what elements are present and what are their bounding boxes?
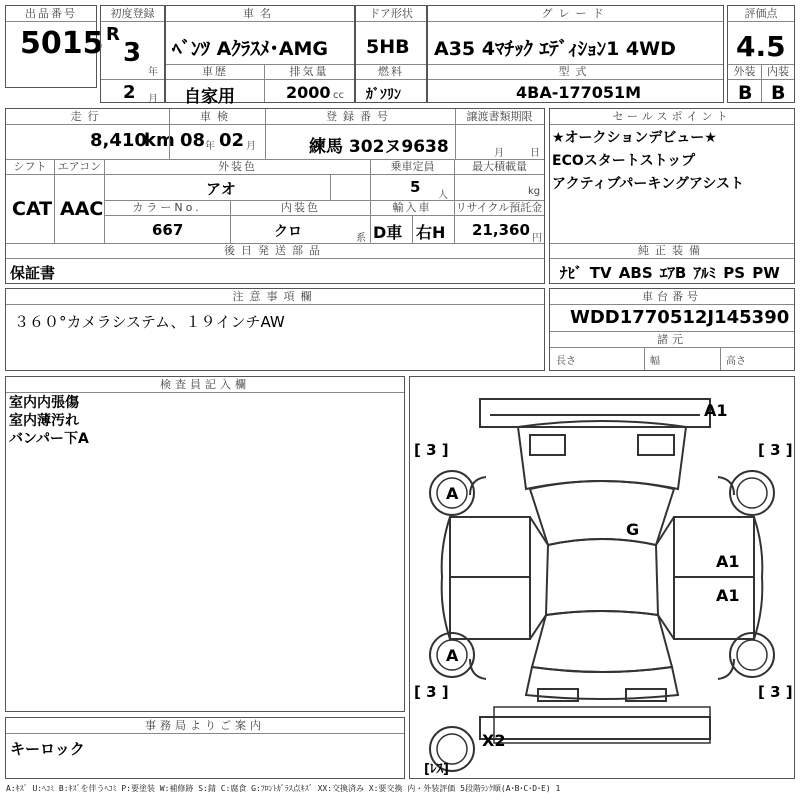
sales-point-line: ★オークションデビュー★ <box>552 130 717 146</box>
equipment-items: ﾅﾋﾞ TV ABS ｴｱB ｱﾙﾐ PS PW <box>560 264 780 282</box>
office-text: キーロック <box>10 740 85 758</box>
door-label: ドア形状 <box>356 6 426 22</box>
interior-color-unit: 系 <box>356 233 366 244</box>
load-label: 最大積載量 <box>454 159 544 175</box>
sales-point-label: セールスポイント <box>550 109 794 125</box>
reg-year: 3 <box>123 38 142 68</box>
model: 4BA-177051M <box>516 83 642 102</box>
year-unit: 年 <box>148 67 158 78</box>
ac: AAC <box>60 198 104 220</box>
first-registration-box <box>100 5 165 103</box>
lot-box <box>5 5 104 88</box>
height-label: 高さ <box>726 356 746 367</box>
int-label: 内装 <box>761 64 794 80</box>
recycle-label: リサイクル預託金 <box>455 201 543 214</box>
history: 自家用 <box>184 87 235 107</box>
car-outline-diagram <box>410 377 794 778</box>
score: 4.5 <box>736 30 786 63</box>
damage-marker-right-front-door: A1 <box>716 552 740 571</box>
caution-box <box>5 288 545 371</box>
damage-marker-front-left-wheel: A <box>446 484 459 503</box>
fuel-label: 燃料 <box>356 64 426 80</box>
damage-marker-front-bumper: A1 <box>704 401 728 420</box>
transfer-label: 譲渡書類期限 <box>455 109 544 125</box>
equipment-label: 純正装備 <box>550 243 794 259</box>
vehicle-detail-block <box>5 108 545 284</box>
lot-label: 出品番号 <box>6 6 96 22</box>
sales-point-line: アクティブパーキングアシスト <box>552 176 744 192</box>
later-parts-label: 後日発送部品 <box>6 243 544 259</box>
width-label: 幅 <box>650 356 660 367</box>
capacity-label: 乗車定員 <box>370 159 454 175</box>
plate: 練馬 302ヌ9638 <box>309 137 449 157</box>
interior-color-label: 内装色 <box>230 200 370 216</box>
lot-number: 5015 <box>20 26 104 61</box>
tire-tread-rear-right: [ 3 ] <box>758 683 793 701</box>
office-label: 事務局よりご案内 <box>6 718 404 734</box>
sales-point-line: ECOスタートストップ <box>552 153 696 169</box>
grade-label: グレード <box>428 6 723 22</box>
legend: A:ｷｽﾞ U:ﾍｺﾐ B:ｷｽﾞを伴うﾍｺﾐ P:要塗装 W:補修跡 S:錆 C:腐食 G:ﾌﾛﾝﾄｶﾞﾗｽ点ｷｽﾞ XX:交換済み X:要交換 内・外装評価 5段階ﾗﾝｸ順(A･B･C･D･E) 1 <box>6 784 561 793</box>
inspection-year-unit: 年 <box>205 141 215 152</box>
damage-marker-windshield: G <box>626 520 640 539</box>
capacity: 5 <box>410 178 421 196</box>
chassis-box <box>549 288 795 371</box>
car-name-box <box>165 5 355 107</box>
inspection-month-unit: 月 <box>246 141 256 152</box>
displacement: 2000 <box>286 83 331 102</box>
history-label: 車歴 <box>166 64 264 80</box>
mileage-label: 走行 <box>6 109 169 125</box>
load-unit: kg <box>528 186 541 197</box>
shift: CAT <box>12 198 53 220</box>
transfer-month-unit: 月 <box>494 148 504 159</box>
color-no-label: カラーNo. <box>104 200 230 216</box>
damage-diagram <box>409 376 795 779</box>
inspection-year: 08 <box>180 130 206 151</box>
score-box <box>727 5 795 103</box>
displacement-unit: cc <box>333 90 344 101</box>
damage-marker-rear-left-wheel: A <box>446 646 459 665</box>
shift-label: シフト <box>6 159 54 175</box>
reg-month: 2 <box>123 82 136 103</box>
capacity-unit: 人 <box>438 190 448 201</box>
first-registration-label: 初度登録 <box>101 6 164 22</box>
office-box <box>5 717 405 779</box>
sales-point-box <box>549 108 795 284</box>
inspector-line: 室内薄汚れ <box>9 413 79 429</box>
caution-label: 注意事項欄 <box>6 289 544 305</box>
model-label: 型式 <box>428 64 723 80</box>
int-grade: B <box>771 82 786 104</box>
import-label: 輸入車 <box>370 200 454 216</box>
caution-text: ３６０°カメラシステム、１９インチAW <box>14 313 285 331</box>
chassis-label: 車台番号 <box>550 289 794 305</box>
import-type: D車 <box>373 223 403 242</box>
later-parts: 保証書 <box>10 264 56 282</box>
ext-label: 外装 <box>728 64 761 80</box>
inspector-line: 室内内張傷 <box>9 395 79 411</box>
damage-marker-right-rear-door: A1 <box>716 586 740 605</box>
transfer-day-unit: 日 <box>530 148 540 159</box>
door: 5HB <box>366 36 410 58</box>
color-number: 667 <box>152 221 184 239</box>
tire-tread-front-right: [ 3 ] <box>758 441 793 459</box>
fuel: ｶﾞｿﾘﾝ <box>366 87 401 103</box>
recycle-unit: 円 <box>532 233 542 244</box>
ext-grade: B <box>738 82 753 104</box>
car-name-label: 車名 <box>166 6 354 22</box>
era: R <box>106 24 120 45</box>
inspection-month: 02 <box>219 130 245 151</box>
tire-tread-rear-left: [ 3 ] <box>414 683 449 701</box>
inspector-line: バンパー下A <box>9 431 89 447</box>
chassis-number: WDD1770512J145390 <box>570 307 790 328</box>
color-label: 外装色 <box>104 159 370 175</box>
month-unit: 月 <box>148 94 158 105</box>
spec-label: 諸元 <box>550 331 794 348</box>
interior-color: クロ <box>274 224 302 240</box>
door-box <box>355 5 427 103</box>
length-label: 長さ <box>556 356 576 367</box>
grade-box <box>427 5 724 103</box>
score-label: 評価点 <box>728 6 794 22</box>
plate-label: 登録番号 <box>265 109 455 125</box>
grade: A35 4ﾏﾁｯｸ ｴﾃﾞｨｼｮﾝ1 4WD <box>434 38 676 60</box>
damage-marker-rear-bumper: X2 <box>482 731 506 750</box>
mileage-unit: km <box>144 130 175 151</box>
ac-label: エアコン <box>54 159 104 175</box>
mileage: 8,410 <box>90 130 147 151</box>
exterior-color: アオ <box>206 180 236 198</box>
displacement-label: 排気量 <box>264 64 354 80</box>
inspector-box <box>5 376 405 712</box>
car-name: ﾍﾞﾝﾂ Aｸﾗｽﾒ･AMG <box>172 38 329 60</box>
steering: 右H <box>416 223 446 242</box>
inspector-label: 検査員記入欄 <box>6 377 404 393</box>
recycle-amount: 21,360 <box>472 221 530 239</box>
tire-tread-front-left: [ 3 ] <box>414 441 449 459</box>
inspection-label: 車検 <box>169 109 265 125</box>
spare-tire-less: [ﾚｽ] <box>424 762 449 777</box>
